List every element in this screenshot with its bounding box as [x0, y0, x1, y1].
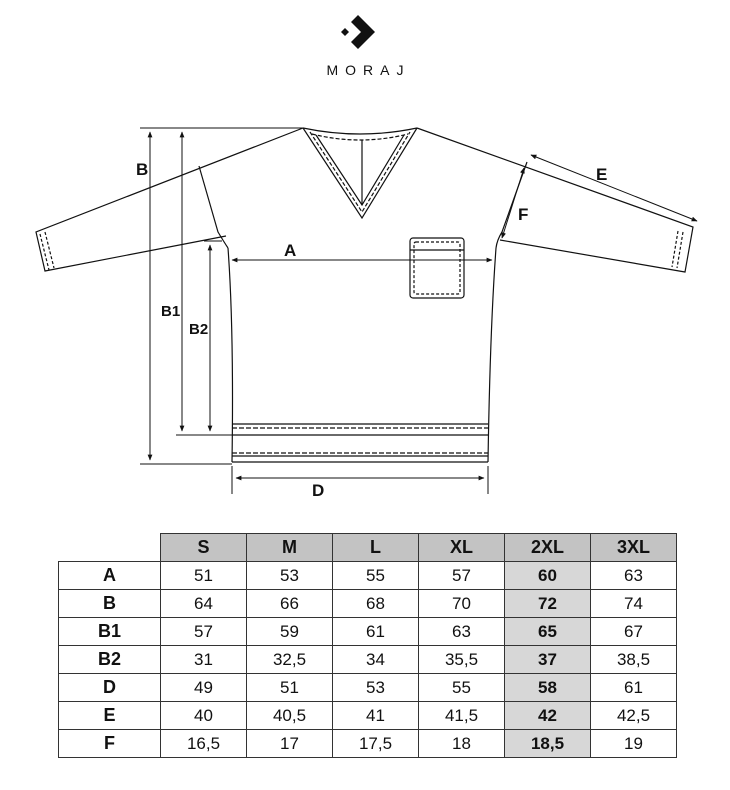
table-cell: 55 [419, 674, 505, 702]
table-row [59, 590, 677, 618]
table-row [59, 618, 677, 646]
row-label: D [59, 674, 161, 702]
table-cell: 61 [333, 618, 419, 646]
table-cell: 66 [247, 590, 333, 618]
table-cell: 51 [161, 562, 247, 590]
row-label: F [59, 730, 161, 758]
table-cell: 53 [247, 562, 333, 590]
table-cell: 63 [591, 562, 677, 590]
table-corner [59, 534, 161, 562]
table-cell: 17,5 [333, 730, 419, 758]
table-cell: 67 [591, 618, 677, 646]
table-row [59, 674, 677, 702]
column-header-l: L [333, 534, 419, 562]
table-cell: 38,5 [591, 646, 677, 674]
table-cell: 31 [161, 646, 247, 674]
table-cell: 68 [333, 590, 419, 618]
table-cell: 61 [591, 674, 677, 702]
column-header-3xl: 3XL [591, 534, 677, 562]
row-label: B [59, 590, 161, 618]
table-cell: 74 [591, 590, 677, 618]
row-label: B2 [59, 646, 161, 674]
table-row [59, 730, 677, 758]
table-cell: 18 [419, 730, 505, 758]
table-cell: 37 [505, 646, 591, 674]
table-cell: 16,5 [161, 730, 247, 758]
size-table-header-row [59, 534, 677, 562]
table-cell: 51 [247, 674, 333, 702]
table-cell: 35,5 [419, 646, 505, 674]
label-b: B [136, 160, 149, 179]
table-cell: 55 [333, 562, 419, 590]
table-cell: 65 [505, 618, 591, 646]
table-cell: 32,5 [247, 646, 333, 674]
size-table [58, 533, 677, 758]
row-label: A [59, 562, 161, 590]
brand-name: MORAJ [326, 62, 411, 78]
table-cell: 57 [419, 562, 505, 590]
table-cell: 58 [505, 674, 591, 702]
table-row [59, 646, 677, 674]
table-cell: 53 [333, 674, 419, 702]
row-label: B1 [59, 618, 161, 646]
table-cell: 42 [505, 702, 591, 730]
column-header-xl: XL [419, 534, 505, 562]
table-cell: 64 [161, 590, 247, 618]
table-row [59, 562, 677, 590]
label-b2: B2 [189, 321, 209, 338]
table-cell: 59 [247, 618, 333, 646]
column-header-m: M [247, 534, 333, 562]
table-cell: 41,5 [419, 702, 505, 730]
table-cell: 17 [247, 730, 333, 758]
table-cell: 18,5 [505, 730, 591, 758]
table-cell: 40,5 [247, 702, 333, 730]
table-cell: 72 [505, 590, 591, 618]
label-b1: B1 [161, 303, 181, 320]
label-a: A [284, 241, 297, 260]
table-cell: 63 [419, 618, 505, 646]
table-cell: 40 [161, 702, 247, 730]
table-row [59, 702, 677, 730]
column-header-s: S [161, 534, 247, 562]
table-cell: 19 [591, 730, 677, 758]
table-cell: 42,5 [591, 702, 677, 730]
table-cell: 34 [333, 646, 419, 674]
row-label: E [59, 702, 161, 730]
label-d: D [312, 481, 325, 500]
label-f: F [518, 205, 529, 224]
table-cell: 70 [419, 590, 505, 618]
table-cell: 57 [161, 618, 247, 646]
column-header-2xl: 2XL [505, 534, 591, 562]
table-cell: 49 [161, 674, 247, 702]
table-cell: 41 [333, 702, 419, 730]
table-cell: 60 [505, 562, 591, 590]
label-e: E [596, 165, 608, 184]
